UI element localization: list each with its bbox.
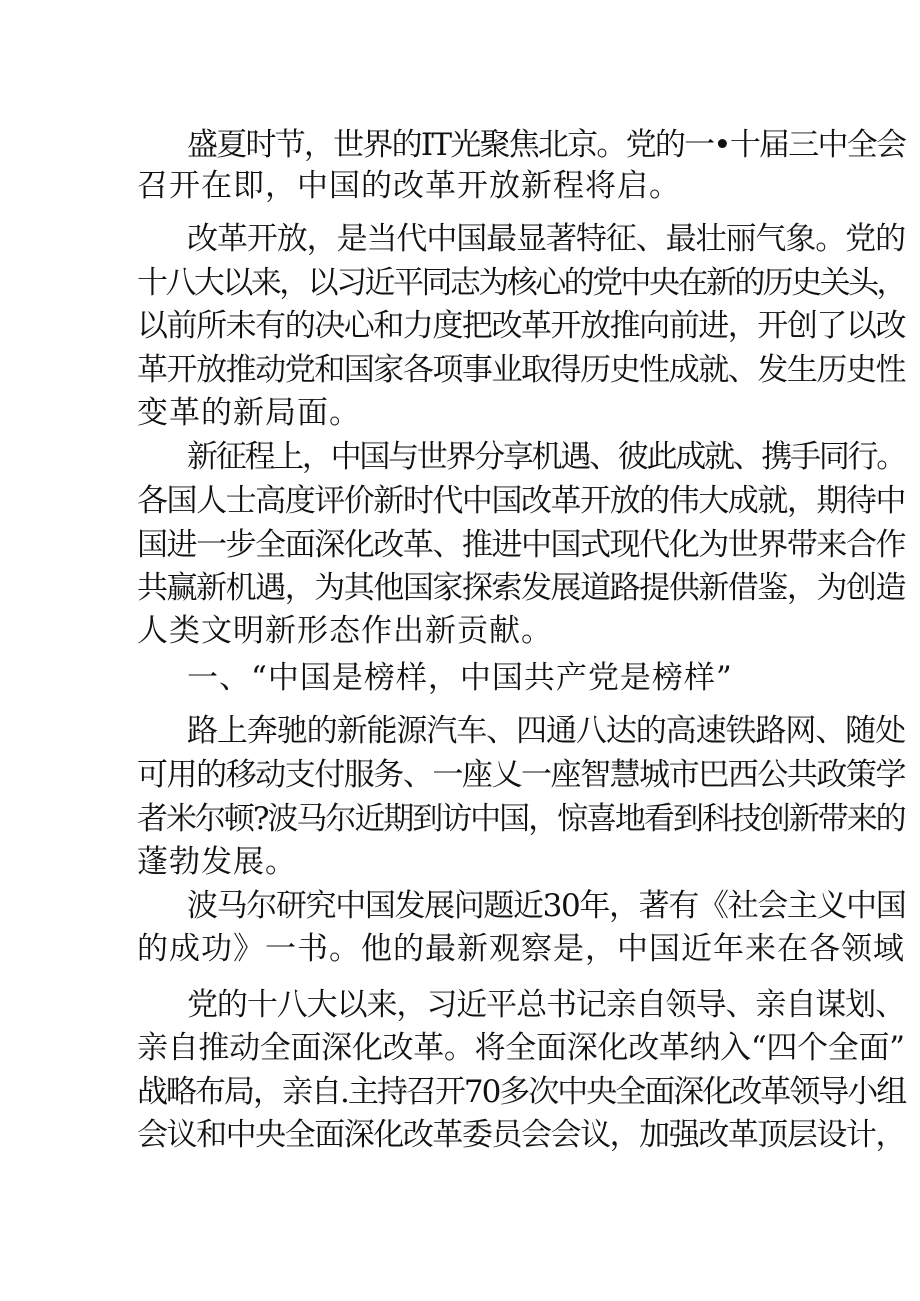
text-line: 各国人士高度评价新时代中国改革开放的伟大成就，期待中 bbox=[137, 483, 905, 519]
text-line: 蓬勃发展。 bbox=[137, 844, 297, 880]
text-line: 十八大以来，以习近平同志为核心的党中央在新的历史关头， bbox=[137, 265, 905, 301]
text-line: 以前所未有的决心和力度把改革开放推向前进，开创了以改 bbox=[137, 308, 905, 344]
text-line: 的成功》一书。他的最新观察是，中国近年来在各领域 bbox=[137, 931, 905, 967]
text-line: 人类文明新形态作出新贡献。 bbox=[137, 613, 553, 649]
text-line: 战略布局，亲自.主持召开70多次中央全面深化改革领导小组 bbox=[137, 1074, 906, 1110]
text-line: 亲自推动全面深化改革。将全面深化改革纳入“四个全面” bbox=[137, 1030, 905, 1066]
text-line: 改革开放，是当代中国最显著特征、最壮丽气象。党的 bbox=[187, 221, 905, 257]
text-line: 波马尔研究中国发展问题近30年，著有《社会主义中国 bbox=[187, 888, 906, 924]
text-line: 国进一步全面深化改革、推进中国式现代化为世界带来合作 bbox=[137, 527, 905, 563]
text-line: 革开放推动党和国家各项事业取得历史性成就、发生历史性 bbox=[137, 352, 905, 388]
section-heading: 一、“中国是榜样，中国共产党是榜样” bbox=[187, 660, 733, 696]
text-line: 可用的移动支付服务、一座乂一座智慧城市巴西公共政策学 bbox=[137, 757, 905, 793]
text-line: 党的十八大以来，习近平总书记亲自领导、亲自谋划、 bbox=[187, 987, 905, 1023]
text-line: 召开在即，中国的改革开放新程将启。 bbox=[137, 168, 681, 204]
text-line: 共赢新机遇，为其他国家探索发展道路提供新借鉴，为创造 bbox=[137, 570, 905, 606]
text-line: 盛夏时节，世界的IT光聚焦北京。党的一•十届三中全会 bbox=[187, 127, 906, 163]
text-line: 者米尔顿?波马尔近期到访中国，惊喜地看到科技创新带来的 bbox=[137, 801, 905, 837]
text-line: 变革的新局面。 bbox=[137, 395, 361, 431]
text-line: 会议和中央全面深化改革委员会会议，加强改革顶层设计， bbox=[137, 1117, 905, 1153]
text-line: 新征程上，中国与世界分享机遇、彼此成就、携手同行。 bbox=[187, 439, 905, 475]
text-line: 路上奔驰的新能源汽车、四通八达的高速铁路网、随处 bbox=[187, 713, 905, 749]
